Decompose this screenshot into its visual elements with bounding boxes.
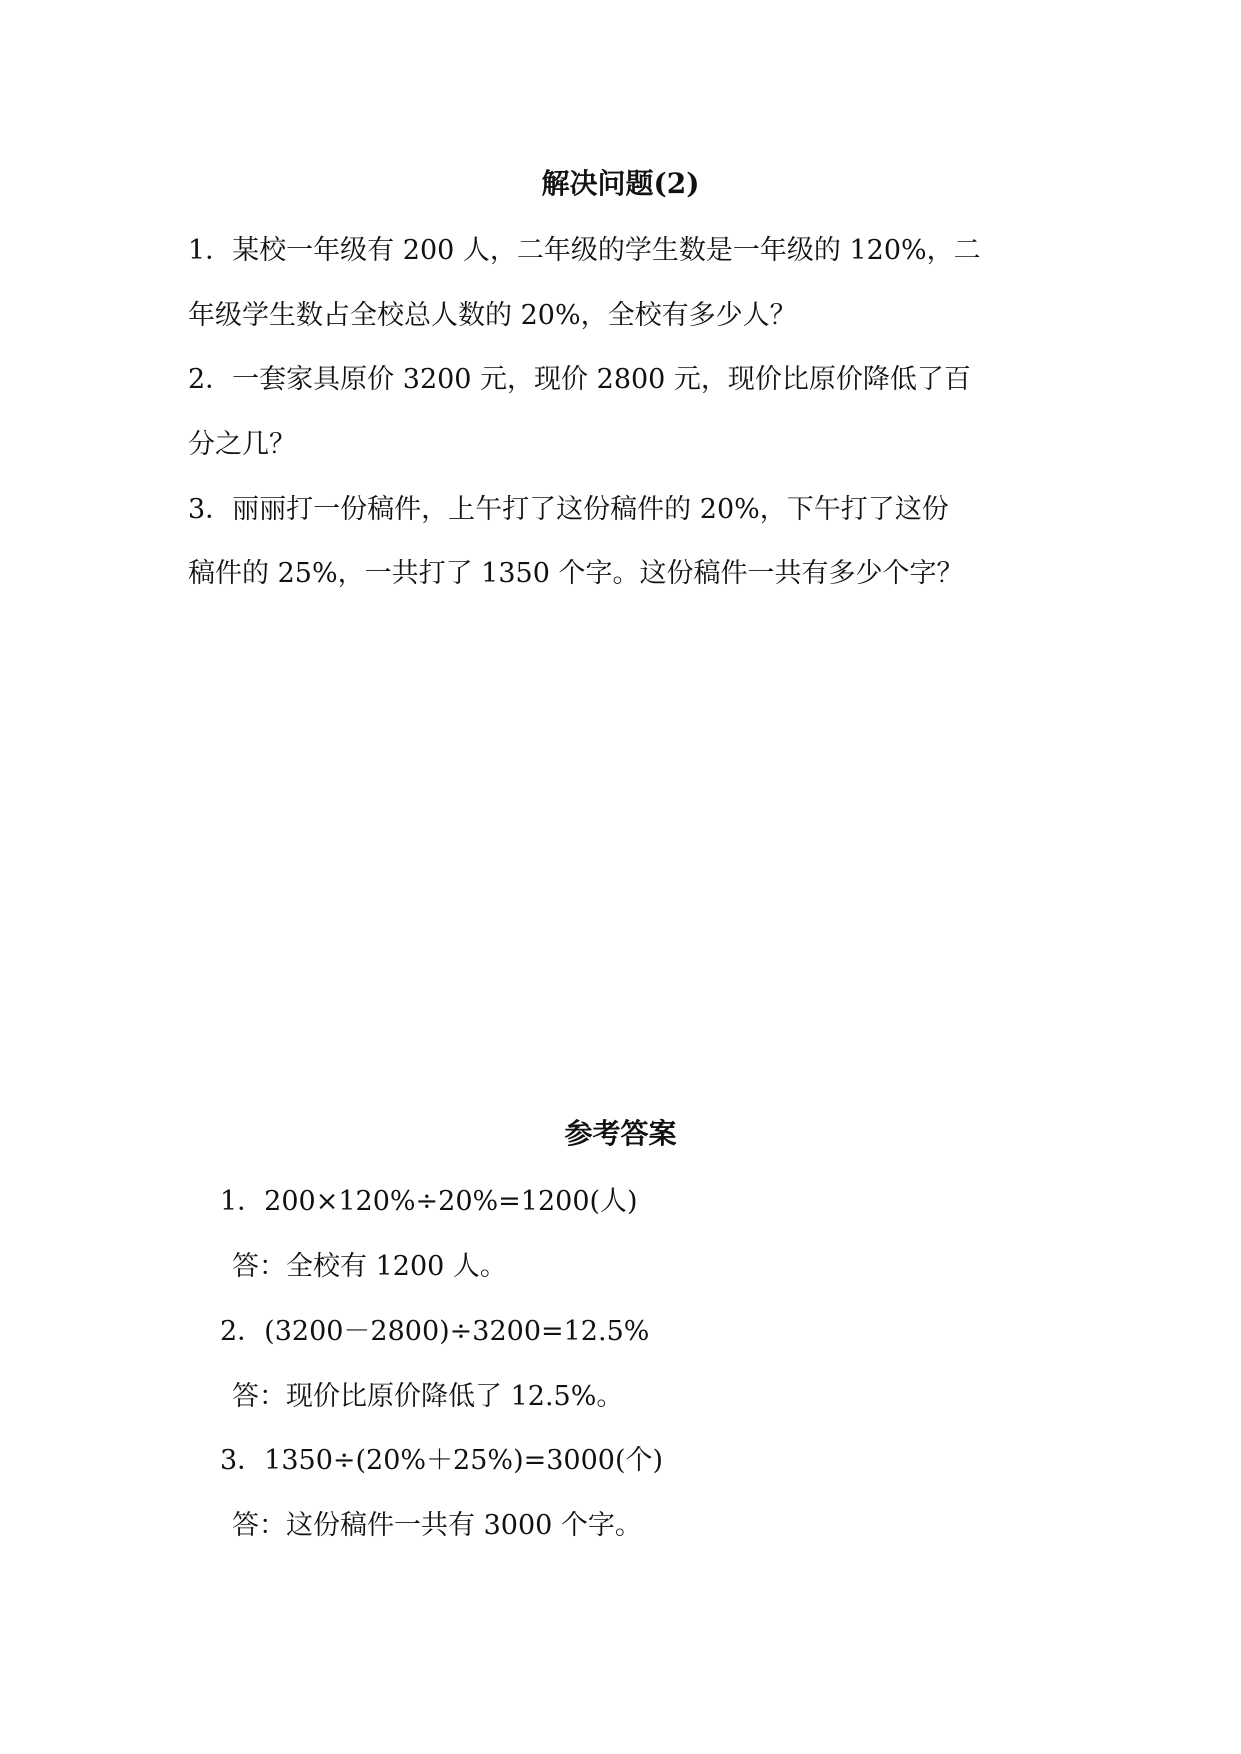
answer-2-reply: 答：现价比原价降低了 12.5%。: [232, 1381, 624, 1412]
answer-1-formula: 1．200×120%÷20%=1200(人): [220, 1186, 638, 1217]
problem-1-line-2: 年级学生数占全校总人数的 20%，全校有多少人？: [188, 300, 797, 331]
problem-3-line-2: 稿件的 25%，一共打了 1350 个字。这份稿件一共有多少个字？: [188, 558, 964, 589]
problem-2-line-1: 2．一套家具原价 3200 元，现价 2800 元，现价比原价降低了百: [188, 364, 971, 395]
problem-1-line-1: 1．某校一年级有 200 人，二年级的学生数是一年级的 120%，二: [188, 235, 981, 266]
problem-2-line-2: 分之几？: [188, 429, 296, 460]
problems-title: 解决问题(2): [541, 167, 700, 200]
answer-3-formula: 3．1350÷(20%＋25%)=3000(个): [220, 1445, 664, 1476]
answer-3-reply: 答：这份稿件一共有 3000 个字。: [232, 1510, 642, 1541]
answer-1-reply: 答：全校有 1200 人。: [232, 1251, 507, 1282]
answers-title: 参考答案: [564, 1117, 677, 1150]
answer-2-formula: 2．(3200－2800)÷3200=12.5%: [220, 1316, 650, 1347]
problem-3-line-1: 3．丽丽打一份稿件，上午打了这份稿件的 20%，下午打了这份: [188, 494, 949, 525]
